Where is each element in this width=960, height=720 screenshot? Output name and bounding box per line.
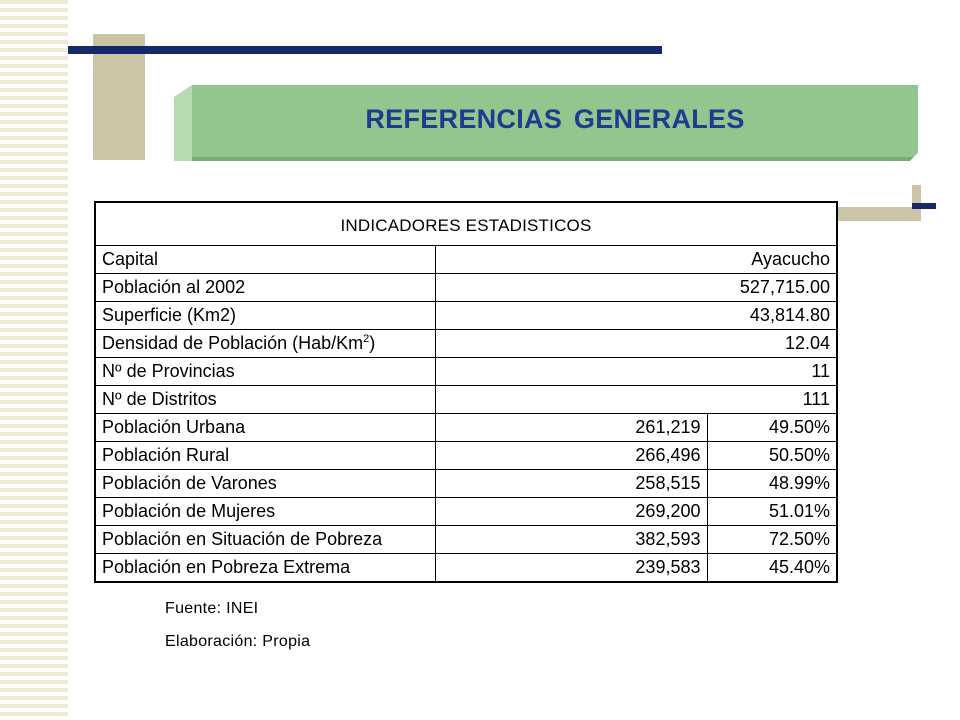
row-percent: 50.50% [707,442,837,470]
row-percent: 48.99% [707,470,837,498]
row-count: 269,200 [435,498,707,526]
row-label: Población de Varones [95,470,435,498]
statistics-table [94,201,838,583]
density-label-tail: ) [369,333,376,353]
table-row [95,470,837,498]
table-row [95,274,837,302]
density-label-text: Densidad de Población (Hab/Km [102,333,364,353]
row-label: Nº de Distritos [95,386,435,414]
row-percent: 51.01% [707,498,837,526]
title-banner-bevel [174,85,192,161]
row-value: 527,715.00 [435,274,837,302]
row-count: 382,593 [435,526,707,554]
left-stripe-decoration [0,0,68,720]
row-percent: 45.40% [707,554,837,583]
row-value: 11 [435,358,837,386]
row-value: Ayacucho [435,246,837,274]
table-row [95,358,837,386]
row-count: 239,583 [435,554,707,583]
table-row [95,302,837,330]
table-title: INDICADORES ESTADISTICOS [95,202,837,246]
row-value: 111 [435,386,837,414]
table-row [95,414,837,442]
row-label: Capital [95,246,435,274]
table-header-row [95,202,837,246]
table-row [95,442,837,470]
table-row [95,330,837,358]
navy-accent-small [912,203,936,209]
source-note: Fuente: INEI [165,600,259,617]
row-count: 261,219 [435,414,707,442]
row-count: 258,515 [435,470,707,498]
row-label [95,330,435,358]
row-label: Población Rural [95,442,435,470]
beige-accent-horizontal [838,207,920,221]
table-row [95,246,837,274]
row-label: Población en Pobreza Extrema [95,554,435,583]
navy-accent-line [68,46,662,54]
row-label: Población en Situación de Pobreza [95,526,435,554]
row-label: Superficie (Km2) [95,302,435,330]
row-count: 266,496 [435,442,707,470]
slide-title: REFERENCIAS GENERALES [365,103,745,134]
row-value: 43,814.80 [435,302,837,330]
superscript-2: 2 [363,333,370,345]
row-label: Población de Mujeres [95,498,435,526]
row-value: 12.04 [435,330,837,358]
row-label: Población al 2002 [95,274,435,302]
table-row [95,526,837,554]
row-label: Población Urbana [95,414,435,442]
row-label: Nº de Provincias [95,358,435,386]
table-row [95,386,837,414]
table-row [95,554,837,583]
elaboration-note: Elaboración: Propia [165,633,311,650]
row-percent: 49.50% [707,414,837,442]
row-percent: 72.50% [707,526,837,554]
table-row [95,498,837,526]
